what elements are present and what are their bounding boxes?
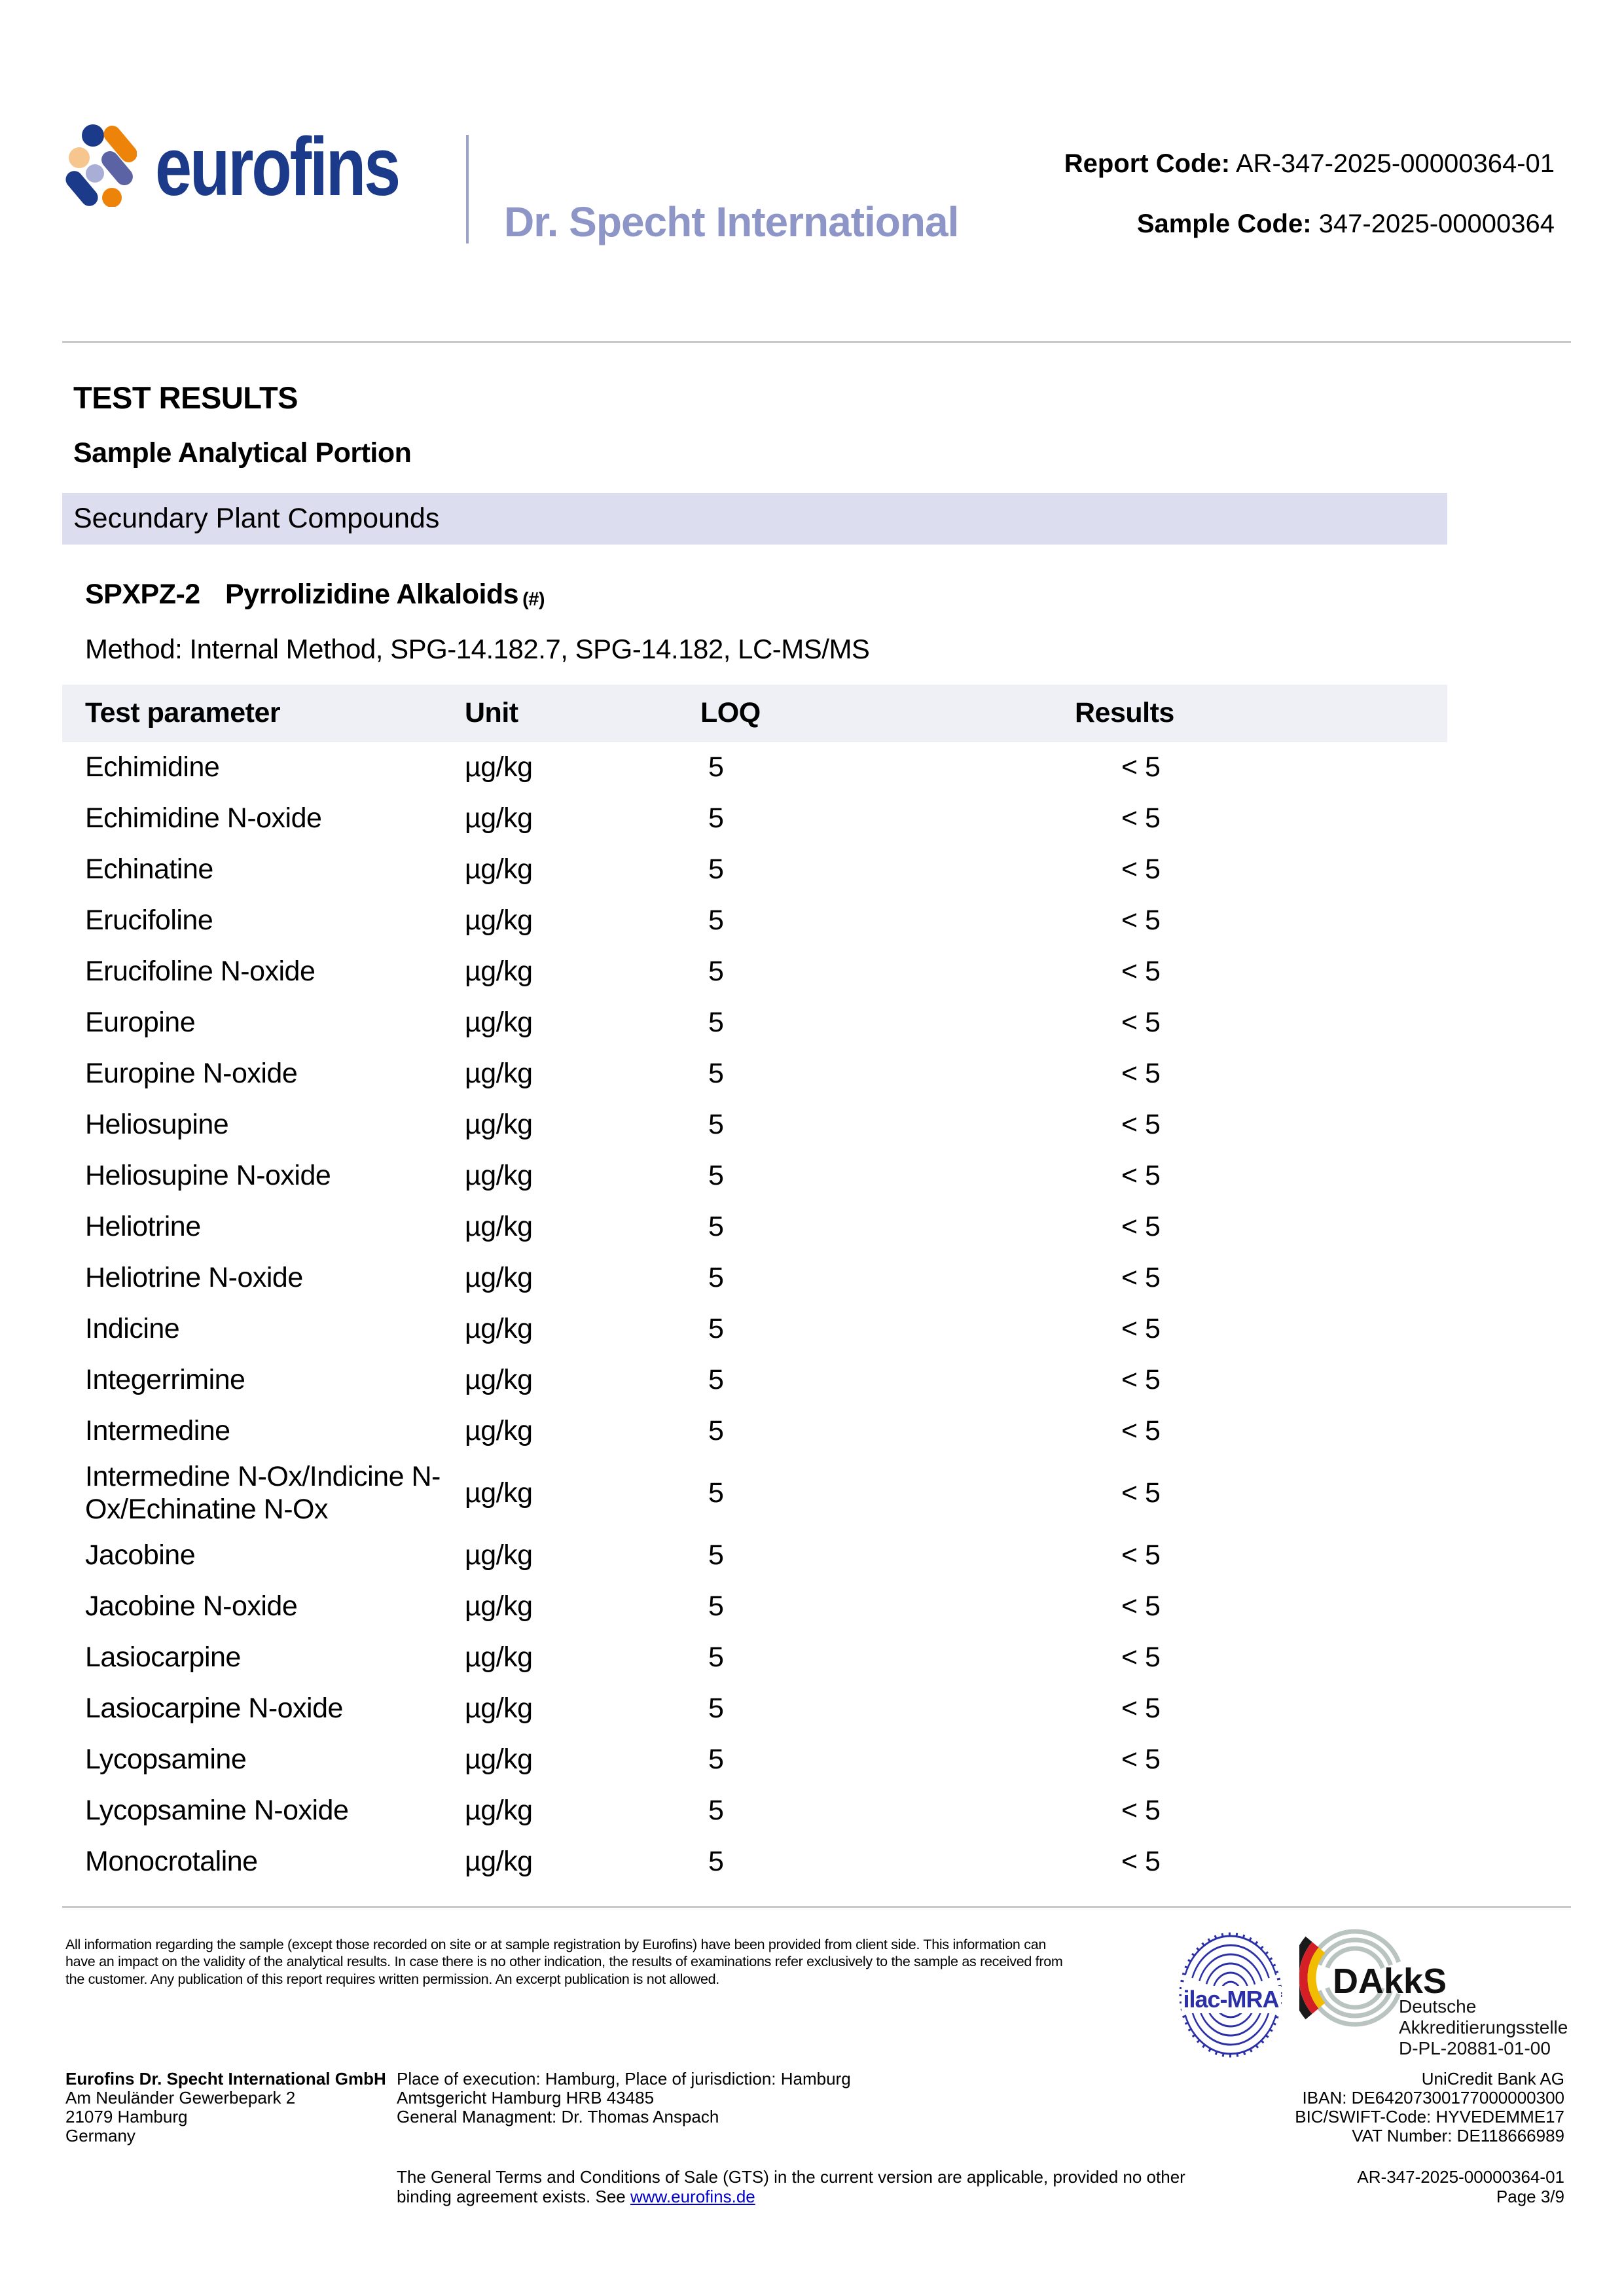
table-row bbox=[62, 997, 1447, 1049]
terms-line2 bbox=[397, 2187, 1185, 2207]
cell-loq: 5 bbox=[708, 1262, 724, 1294]
cell-unit: µg/kg bbox=[465, 1058, 533, 1090]
cell-test-parameter: Echimidine bbox=[85, 751, 220, 783]
column-header-results: Results bbox=[1075, 697, 1174, 729]
brand-wordmark: eurofins bbox=[155, 120, 399, 213]
division-name: Dr. Specht International bbox=[504, 198, 959, 245]
cell-loq: 5 bbox=[708, 1477, 724, 1509]
cell-unit: µg/kg bbox=[465, 1007, 533, 1039]
cell-result: < 5 bbox=[1121, 1415, 1161, 1447]
cell-result: < 5 bbox=[1121, 1262, 1161, 1294]
footer-legal-info: Place of execution: Hamburg, Place of jurisdiction: Hamburg Amtsgericht Hamburg HRB 43485 General Managment: Dr. Thomas Anspach bbox=[397, 2069, 851, 2126]
cell-loq: 5 bbox=[708, 1539, 724, 1571]
table-row bbox=[62, 1632, 1447, 1683]
cell-unit: µg/kg bbox=[465, 1364, 533, 1396]
footer-bank-info: UniCredit Bank AG IBAN: DE64207300177000000300 BIC/SWIFT-Code: HYVEDEMME17 VAT Number: DE118666989 bbox=[1295, 2069, 1564, 2145]
cell-loq: 5 bbox=[708, 1743, 724, 1775]
table-row bbox=[62, 1355, 1447, 1406]
table-row bbox=[62, 1202, 1447, 1253]
terms-line1: The General Terms and Conditions of Sale (GTS) in the current version are applicable, provided no other bbox=[397, 2167, 1185, 2187]
cell-unit: µg/kg bbox=[465, 1845, 533, 1877]
dakks-info-block bbox=[1399, 1996, 1568, 2059]
cell-unit: µg/kg bbox=[465, 1477, 533, 1509]
eurofins-logo-icon bbox=[63, 122, 137, 207]
cell-loq: 5 bbox=[708, 956, 724, 988]
cell-loq: 5 bbox=[708, 1590, 724, 1622]
cell-test-parameter: Lasiocarpine N-oxide bbox=[85, 1692, 343, 1724]
cell-result: < 5 bbox=[1121, 751, 1161, 783]
cell-test-parameter: Indicine bbox=[85, 1313, 180, 1345]
table-row bbox=[62, 1049, 1447, 1100]
table-row bbox=[62, 1253, 1447, 1304]
section-subtitle: Sample Analytical Portion bbox=[73, 437, 412, 469]
cell-test-parameter: Erucifoline N-oxide bbox=[85, 956, 316, 988]
cell-unit: µg/kg bbox=[465, 1211, 533, 1243]
cell-unit: µg/kg bbox=[465, 1794, 533, 1826]
cell-loq: 5 bbox=[708, 1313, 724, 1345]
cell-result: < 5 bbox=[1121, 1058, 1161, 1090]
package-name: Pyrrolizidine Alkaloids bbox=[225, 579, 519, 610]
cell-loq: 5 bbox=[708, 1109, 724, 1141]
column-header-unit: Unit bbox=[465, 697, 518, 729]
cell-unit: µg/kg bbox=[465, 1692, 533, 1724]
sample-code-value: 347-2025-00000364 bbox=[1318, 209, 1555, 238]
page-title: TEST RESULTS bbox=[73, 380, 298, 415]
cell-loq: 5 bbox=[708, 1058, 724, 1090]
sample-code-label: Sample Code: bbox=[1136, 209, 1312, 238]
table-body bbox=[62, 742, 1447, 1888]
ilac-mra-logo bbox=[1177, 1929, 1285, 2060]
category-banner-label: Secundary Plant Compounds bbox=[73, 503, 440, 534]
dakks-name-label: DAkkS bbox=[1333, 1962, 1447, 2001]
cell-test-parameter: Heliotrine bbox=[85, 1211, 201, 1243]
cell-unit: µg/kg bbox=[465, 1641, 533, 1673]
package-code: SPXPZ-2 bbox=[85, 579, 200, 610]
cell-loq: 5 bbox=[708, 1211, 724, 1243]
cell-loq: 5 bbox=[708, 1007, 724, 1039]
cell-result: < 5 bbox=[1121, 1743, 1161, 1775]
cell-result: < 5 bbox=[1121, 1211, 1161, 1243]
cell-unit: µg/kg bbox=[465, 1313, 533, 1345]
cell-test-parameter: Echinatine bbox=[85, 853, 213, 886]
cell-test-parameter: Monocrotaline bbox=[85, 1845, 258, 1877]
table-row bbox=[62, 1734, 1447, 1785]
cell-result: < 5 bbox=[1121, 1364, 1161, 1396]
report-code-label: Report Code: bbox=[1064, 149, 1231, 178]
cell-result: < 5 bbox=[1121, 1692, 1161, 1724]
cell-loq: 5 bbox=[708, 751, 724, 783]
cell-result: < 5 bbox=[1121, 1845, 1161, 1877]
cell-result: < 5 bbox=[1121, 905, 1161, 937]
cell-loq: 5 bbox=[708, 1845, 724, 1877]
cell-test-parameter: Europine bbox=[85, 1007, 196, 1039]
table-header-row bbox=[62, 685, 1447, 742]
results-table bbox=[62, 685, 1447, 1888]
cell-result: < 5 bbox=[1121, 1794, 1161, 1826]
column-header-test-parameter: Test parameter bbox=[85, 697, 281, 729]
disclaimer-text: All information regarding the sample (except those recorded on site or at sample registration by Eurofins) have been provided from client side. This information can have an impact on the validity of the analytical results. In case there is no other indication, the results of examinations refer exclusively to the sample as received from the customer. Any publication of this report requires written permission. An excerpt publication is not allowed. bbox=[65, 1937, 1063, 1987]
cell-result: < 5 bbox=[1121, 1313, 1161, 1345]
method-line: Method: Internal Method, SPG-14.182.7, SPG-14.182, LC-MS/MS bbox=[85, 634, 870, 664]
cell-loq: 5 bbox=[708, 1415, 724, 1447]
page-number: Page 3/9 bbox=[1496, 2186, 1564, 2206]
cell-test-parameter: Intermedine bbox=[85, 1415, 230, 1447]
cell-unit: µg/kg bbox=[465, 853, 533, 886]
footer-company-address: Eurofins Dr. Specht International GmbH Am Neuländer Gewerbepark 2 21079 Hamburg Germany bbox=[65, 2069, 386, 2145]
cell-result: < 5 bbox=[1121, 1007, 1161, 1039]
table-row bbox=[62, 946, 1447, 997]
category-banner bbox=[62, 493, 1447, 545]
footer-terms bbox=[397, 2168, 1185, 2206]
table-row bbox=[62, 1151, 1447, 1202]
cell-result: < 5 bbox=[1121, 802, 1161, 834]
cell-loq: 5 bbox=[708, 1641, 724, 1673]
column-header-loq: LOQ bbox=[700, 697, 761, 729]
header-rule bbox=[62, 341, 1571, 343]
header-divider bbox=[466, 135, 469, 243]
table-row bbox=[62, 844, 1447, 895]
report-code-value: AR-347-2025-00000364-01 bbox=[1235, 149, 1555, 178]
cell-loq: 5 bbox=[708, 853, 724, 886]
report-codes bbox=[1064, 149, 1555, 238]
table-row bbox=[62, 1530, 1447, 1581]
cell-test-parameter: Jacobine N-oxide bbox=[85, 1590, 298, 1622]
table-row bbox=[62, 1406, 1447, 1457]
table-row bbox=[62, 1304, 1447, 1355]
package-heading bbox=[85, 579, 545, 611]
package-footnote-marker: (#) bbox=[522, 589, 545, 610]
cell-test-parameter: Heliosupine bbox=[85, 1109, 229, 1141]
cell-loq: 5 bbox=[708, 1160, 724, 1192]
cell-loq: 5 bbox=[708, 1692, 724, 1724]
cell-loq: 5 bbox=[708, 905, 724, 937]
cell-unit: µg/kg bbox=[465, 1160, 533, 1192]
cell-result: < 5 bbox=[1121, 853, 1161, 886]
cell-unit: µg/kg bbox=[465, 1590, 533, 1622]
dakks-info-line1: Deutsche bbox=[1399, 1996, 1477, 2017]
cell-result: < 5 bbox=[1121, 1590, 1161, 1622]
cell-unit: µg/kg bbox=[465, 1743, 533, 1775]
footer-rule bbox=[62, 1906, 1571, 1908]
ilac-mra-label: ilac-MRA bbox=[1181, 1986, 1280, 2013]
cell-test-parameter: Heliosupine N-oxide bbox=[85, 1160, 331, 1192]
table-row bbox=[62, 1837, 1447, 1888]
table-row bbox=[62, 1457, 1447, 1530]
table-row bbox=[62, 793, 1447, 844]
dakks-info-line2: Akkreditierungsstelle bbox=[1399, 2017, 1568, 2037]
cell-test-parameter: Intermedine N-Ox/Indicine N-Ox/Echinatine N-Ox bbox=[85, 1461, 441, 1525]
cell-unit: µg/kg bbox=[465, 802, 533, 834]
table-row bbox=[62, 742, 1447, 793]
page-code-block bbox=[1357, 2168, 1564, 2206]
cell-result: < 5 bbox=[1121, 1539, 1161, 1571]
cell-unit: µg/kg bbox=[465, 1415, 533, 1447]
table-row bbox=[62, 1785, 1447, 1837]
cell-test-parameter: Europine N-oxide bbox=[85, 1058, 298, 1090]
terms-line2-text: binding agreement exists. See bbox=[397, 2186, 630, 2206]
sample-code-line bbox=[1064, 209, 1555, 238]
cell-loq: 5 bbox=[708, 802, 724, 834]
cell-test-parameter: Erucifoline bbox=[85, 905, 213, 937]
cell-test-parameter: Heliotrine N-oxide bbox=[85, 1262, 303, 1294]
cell-test-parameter: Echimidine N-oxide bbox=[85, 802, 322, 834]
eurofins-website-link[interactable]: www.eurofins.de bbox=[630, 2186, 755, 2206]
table-row bbox=[62, 1581, 1447, 1632]
dakks-accreditation-id: D-PL-20881-01-00 bbox=[1399, 2038, 1551, 2058]
cell-unit: µg/kg bbox=[465, 905, 533, 937]
table-row bbox=[62, 1683, 1447, 1734]
cell-result: < 5 bbox=[1121, 1160, 1161, 1192]
table-row bbox=[62, 1100, 1447, 1151]
cell-unit: µg/kg bbox=[465, 751, 533, 783]
cell-loq: 5 bbox=[708, 1364, 724, 1396]
cell-loq: 5 bbox=[708, 1794, 724, 1826]
document-code: AR-347-2025-00000364-01 bbox=[1357, 2167, 1564, 2187]
cell-unit: µg/kg bbox=[465, 1539, 533, 1571]
cell-test-parameter: Lycopsamine bbox=[85, 1743, 247, 1775]
cell-result: < 5 bbox=[1121, 956, 1161, 988]
cell-test-parameter: Lasiocarpine bbox=[85, 1641, 241, 1673]
cell-result: < 5 bbox=[1121, 1641, 1161, 1673]
cell-test-parameter: Jacobine bbox=[85, 1539, 196, 1571]
cell-test-parameter: Integerrimine bbox=[85, 1364, 245, 1396]
report-code-line bbox=[1064, 149, 1555, 178]
dakks-logo bbox=[1299, 1923, 1571, 2087]
cell-result: < 5 bbox=[1121, 1109, 1161, 1141]
cell-unit: µg/kg bbox=[465, 956, 533, 988]
cell-test-parameter: Lycopsamine N-oxide bbox=[85, 1794, 349, 1826]
table-row bbox=[62, 895, 1447, 946]
cell-result: < 5 bbox=[1121, 1477, 1161, 1509]
cell-unit: µg/kg bbox=[465, 1262, 533, 1294]
cell-unit: µg/kg bbox=[465, 1109, 533, 1141]
